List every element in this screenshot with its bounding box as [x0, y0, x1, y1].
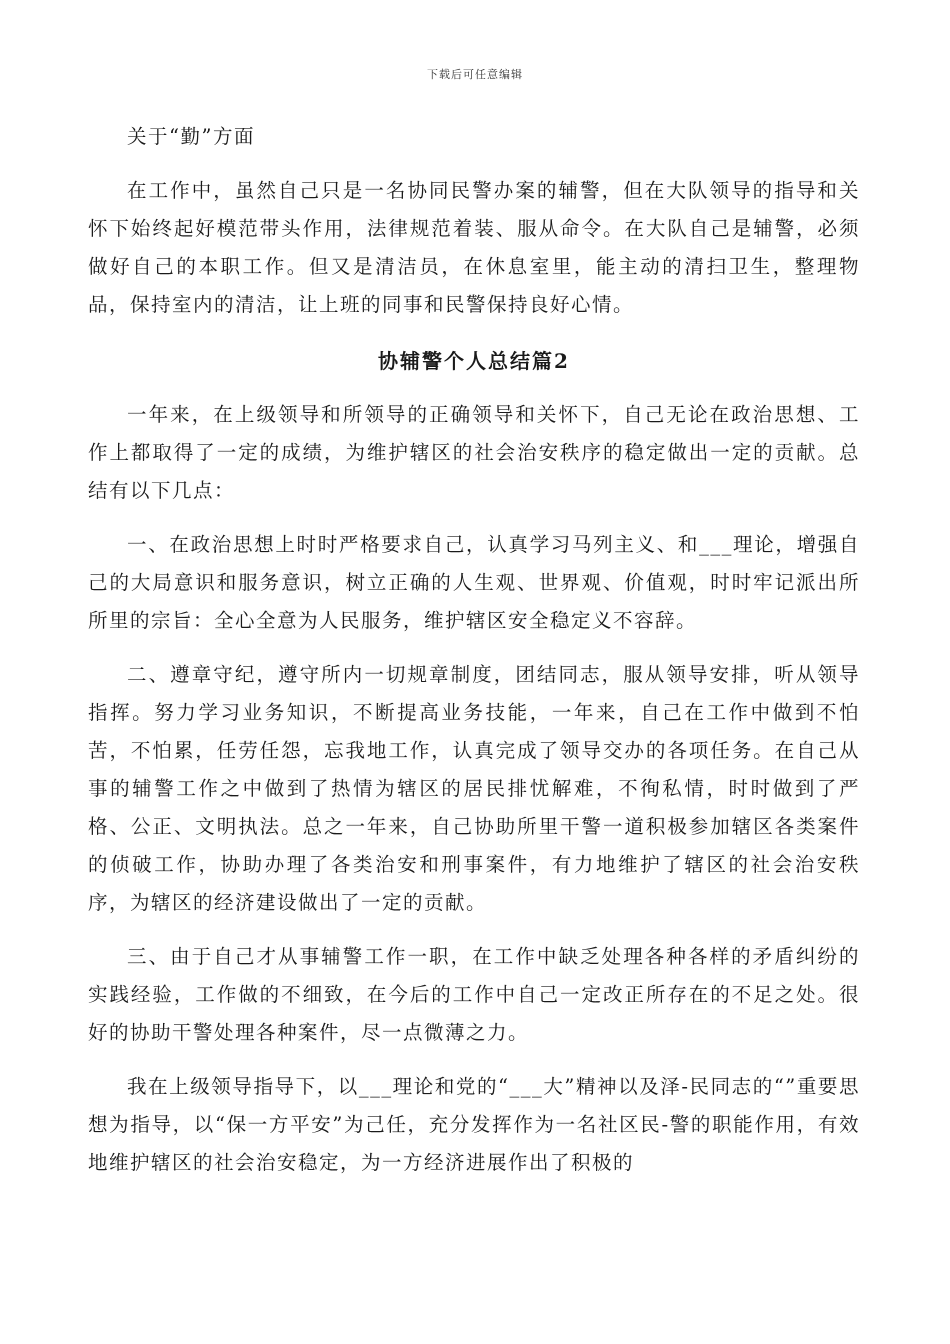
paragraph-point-one: 一、在政治思想上时时严格要求自己，认真学习马列主义、和___理论，增强自己的大局意识和服务意识，树立正确的人生观、世界观、价值观，时时牢记派出所所里的宗旨：全心全意为人民服务，维护辖区安全稳定义不容辞。: [88, 533, 860, 632]
paragraph-work-duty: 在工作中，虽然自己只是一名协同民警办案的辅警，但在大队领导的指导和关怀下始终起好模范带头作用，法律规范着装、服从命令。在大队自己是辅警，必须做好自己的本职工作。但又是清洁员，在休息室里，能主动的清扫卫生，整理物品，保持室内的清洁，让上班的同事和民警保持良好心情。: [88, 179, 860, 316]
paragraph-point-two: 二、遵章守纪，遵守所内一切规章制度，团结同志，服从领导安排，听从领导指挥。努力学习业务知识，不断提高业务技能，一年来，自己在工作中做到不怕苦，不怕累，任劳任怨，忘我地工作，认真完成了领导交办的各项任务。在自己从事的辅警工作之中做到了热情为辖区的居民排忧解难，不徇私情，时时做到了严格、公正、文明执法。总之一年来，自己协助所里干警一道积极参加辖区各类案件的侦破工作，协助办理了各类治安和刑事案件，有力地维护了辖区的社会治安秩序，为辖区的经济建设做出了一定的贡献。: [88, 663, 860, 914]
paragraph-guidance: 我在上级领导指导下，以___理论和党的“___大”精神以及泽-民同志的“”重要思想为指导，以“保一方平安”为己任，充分发挥作为一名社区民-警的职能作用，有效地维护辖区的社会治安稳定，为一方经济进展作出了积极的: [88, 1075, 860, 1174]
paragraph-year-summary: 一年来，在上级领导和所领导的正确领导和关怀下，自己无论在政治思想、工作上都取得了一定的成绩，为维护辖区的社会治安秩序的稳定做出一定的贡献。总结有以下几点：: [88, 403, 860, 502]
paragraph-point-three: 三、由于自己才从事辅警工作一职，在工作中缺乏处理各种各样的矛盾纠纷的实践经验，工作做的不细致，在今后的工作中自己一定改正所存在的不足之处。很好的协助干警处理各种案件，尽一点微薄之力。: [88, 945, 860, 1044]
section-title: 协辅警个人总结篇2: [378, 349, 570, 373]
paragraph-qin-heading: 关于“勤”方面: [127, 125, 255, 148]
page-header: 下载后可任意编辑: [427, 68, 523, 81]
document-body: [88, 118, 860, 1182]
